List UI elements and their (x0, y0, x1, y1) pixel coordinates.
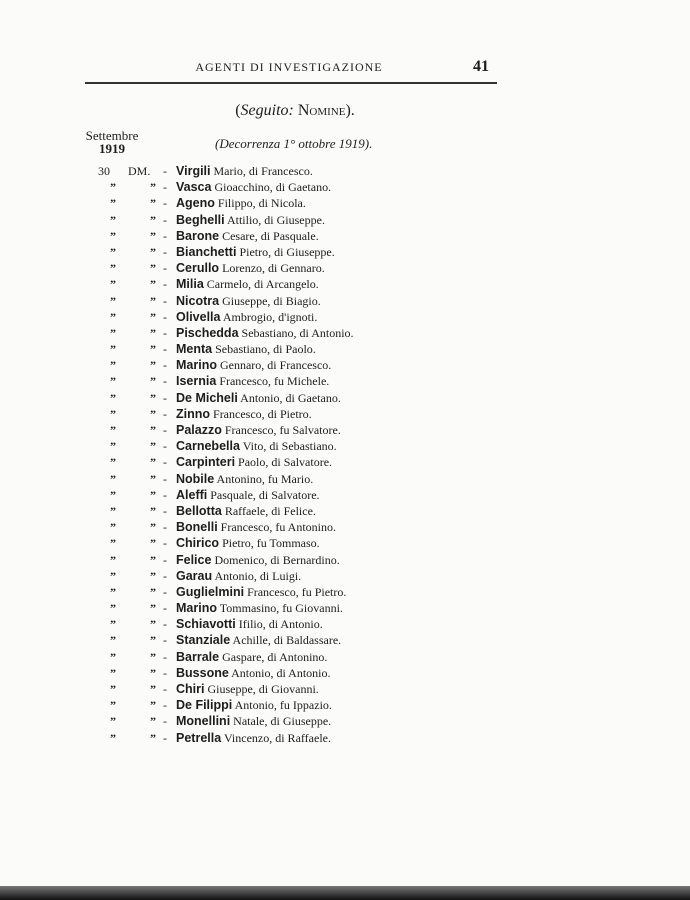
ditto-mark: ” (150, 342, 156, 357)
surname: De Filippi (176, 698, 233, 713)
person-name (176, 649, 327, 665)
ditto-mark: ” (150, 406, 156, 421)
ditto-mark: ” (110, 520, 116, 535)
ditto-mark: ” (110, 374, 116, 389)
given-name-parentage: Antonino, fu Mario. (216, 471, 314, 486)
given-name-parentage: Filippo, di Nicola. (217, 196, 306, 211)
ditto-mark: ” (110, 293, 116, 308)
ditto-mark: ” (150, 228, 156, 243)
given-name-parentage: Ifilio, di Antonio. (238, 617, 323, 632)
dash: - (163, 649, 167, 664)
ditto-mark: ” (150, 212, 156, 227)
list-item (0, 487, 690, 503)
given-name-parentage: Francesco, fu Michele. (219, 374, 330, 389)
dash: - (163, 212, 167, 227)
surname: Schiavotti (176, 617, 236, 632)
ditto-mark: ” (110, 536, 116, 551)
page-number: 41 (473, 58, 489, 75)
dash: - (163, 390, 167, 405)
ditto-mark: ” (110, 196, 116, 211)
person-name (176, 325, 354, 341)
surname: De Micheli (176, 390, 238, 405)
decorrenza-note: (Decorrenza 1° ottobre 1919). (215, 136, 373, 151)
appointments-list (0, 163, 690, 746)
dash: - (163, 423, 167, 437)
list-item (0, 341, 690, 357)
surname: Stanziale (176, 633, 231, 648)
rank-label: DM. (128, 164, 151, 178)
ditto-mark: ” (110, 601, 116, 616)
dash: - (163, 503, 167, 518)
surname: Bellotta (176, 503, 222, 518)
ditto-mark: ” (110, 261, 116, 276)
given-name-parentage: Francesco, fu Salvatore. (224, 423, 341, 437)
list-item (0, 503, 690, 519)
person-name (176, 568, 301, 584)
surname: Monellini (176, 714, 231, 729)
ditto-mark: ” (150, 730, 156, 745)
ditto-mark: ” (110, 714, 116, 729)
ditto-mark: ” (150, 439, 156, 454)
ditto-mark: ” (150, 601, 156, 616)
ditto-mark: ” (110, 455, 116, 470)
given-name-parentage: Cesare, di Pasquale. (222, 228, 319, 243)
person-name (176, 357, 331, 373)
dash: - (163, 568, 167, 583)
dash: - (163, 228, 167, 243)
surname: Bussone (176, 665, 229, 680)
list-item (0, 163, 690, 179)
ditto-mark: ” (110, 682, 116, 696)
surname: Beghelli (176, 212, 225, 227)
ditto-mark: ” (150, 325, 156, 340)
list-item (0, 713, 690, 729)
given-name-parentage: Gioacchino, di Gaetano. (214, 180, 332, 195)
ditto-mark: ” (150, 536, 156, 551)
ditto-mark: ” (110, 439, 116, 454)
person-name (176, 309, 317, 325)
given-name-parentage: Lorenzo, di Gennaro. (222, 261, 325, 276)
given-name-parentage: Sebastiano, di Paolo. (215, 342, 316, 357)
given-name-parentage: Sebastiano, di Antonio. (241, 325, 354, 340)
person-name (176, 487, 320, 503)
surname: Isernia (176, 374, 217, 389)
list-item (0, 681, 690, 697)
ditto-mark: ” (150, 633, 156, 648)
ditto-mark: ” (110, 358, 116, 373)
list-item (0, 373, 690, 389)
person-name (176, 471, 313, 487)
given-name-parentage: Francesco, di Pietro. (213, 406, 312, 421)
dash: - (163, 180, 167, 195)
list-item (0, 212, 690, 228)
ditto-mark: ” (110, 406, 116, 421)
date-column-heading (80, 129, 144, 155)
ditto-mark: ” (110, 730, 116, 745)
ditto-mark: ” (110, 649, 116, 664)
ditto-mark: ” (150, 358, 156, 373)
list-item (0, 390, 690, 406)
ditto-mark: ” (150, 374, 156, 389)
given-name-parentage: Giuseppe, di Giovanni. (207, 682, 319, 696)
list-item (0, 616, 690, 632)
surname: Barone (176, 228, 220, 243)
surname: Chiri (176, 682, 205, 696)
person-name (176, 341, 316, 357)
person-name (176, 535, 320, 551)
dash: - (163, 471, 167, 486)
given-name-parentage: Pietro, fu Tommaso. (222, 536, 320, 551)
given-name-parentage: Gaspare, di Antonino. (222, 649, 328, 664)
given-name-parentage: Natale, di Giuseppe. (233, 714, 332, 729)
ditto-mark: ” (110, 633, 116, 648)
dash: - (163, 536, 167, 551)
person-name (176, 665, 330, 681)
ditto-mark: ” (110, 390, 116, 405)
list-item (0, 244, 690, 260)
given-name-parentage: Antonio, di Antonio. (231, 665, 331, 680)
list-item (0, 422, 690, 438)
surname: Marino (176, 601, 217, 616)
subtitle-smallcaps: Nomine (297, 102, 346, 119)
surname: Bianchetti (176, 244, 237, 259)
surname: Vasca (176, 180, 212, 195)
day-number: 30 (98, 164, 110, 178)
header-rule (85, 82, 497, 84)
list-item (0, 276, 690, 292)
ditto-mark: ” (110, 568, 116, 583)
person-name (176, 293, 321, 309)
surname: Ageno (176, 196, 215, 211)
dash: - (163, 261, 167, 276)
surname: Garau (176, 568, 213, 583)
person-name (176, 276, 319, 292)
surname: Carpinteri (176, 455, 236, 470)
dash: - (163, 309, 167, 324)
surname: Chirico (176, 536, 220, 551)
list-item (0, 454, 690, 470)
person-name (176, 179, 331, 195)
given-name-parentage: Tommasino, fu Giovanni. (219, 601, 343, 616)
dash: - (163, 584, 167, 599)
given-name-parentage: Francesco, fu Antonino. (220, 520, 336, 535)
given-name-parentage: Antonio, fu Ippazio. (234, 698, 332, 713)
person-name (176, 697, 332, 713)
person-name (176, 244, 335, 260)
month-label: Settembre (85, 128, 139, 143)
ditto-mark: ” (150, 568, 156, 583)
surname: Marino (176, 358, 217, 373)
person-name (176, 406, 312, 422)
person-name (176, 519, 336, 535)
given-name-parentage: Carmelo, di Arcangelo. (206, 277, 319, 292)
given-name-parentage: Pasquale, di Salvatore. (210, 487, 320, 502)
surname: Nobile (176, 471, 215, 486)
ditto-mark: ” (150, 261, 156, 276)
ditto-mark: ” (110, 212, 116, 227)
person-name (176, 422, 341, 438)
person-name (176, 373, 329, 389)
person-name (176, 632, 341, 648)
section-subtitle (190, 102, 400, 120)
surname: Zinno (176, 406, 211, 421)
ditto-mark: ” (150, 196, 156, 211)
ditto-mark: ” (150, 309, 156, 324)
list-item (0, 600, 690, 616)
dash: - (163, 439, 167, 454)
surname: Nicotra (176, 293, 220, 308)
given-name-parentage: Raffaele, di Felice. (224, 503, 316, 518)
dash: - (163, 633, 167, 648)
list-item (0, 260, 690, 276)
ditto-mark: ” (150, 277, 156, 292)
dash: - (163, 487, 167, 502)
ditto-mark: ” (110, 503, 116, 518)
given-name-parentage: Paolo, di Salvatore. (238, 455, 333, 470)
surname: Felice (176, 552, 212, 567)
dash: - (163, 665, 167, 680)
list-item (0, 535, 690, 551)
person-name (176, 163, 313, 179)
ditto-mark: ” (110, 180, 116, 195)
dash: - (163, 601, 167, 616)
person-name (176, 454, 332, 470)
ditto-mark: ” (110, 244, 116, 259)
ditto-mark: ” (110, 325, 116, 340)
surname: Bonelli (176, 520, 218, 535)
dash: - (163, 552, 167, 567)
person-name (176, 713, 331, 729)
subtitle-close: ). (345, 102, 355, 119)
ditto-mark: ” (150, 244, 156, 259)
dash: - (163, 244, 167, 259)
list-item (0, 325, 690, 341)
list-item (0, 309, 690, 325)
dash: - (163, 325, 167, 340)
surname: Palazzo (176, 423, 222, 437)
given-name-parentage: Vincenzo, di Raffaele. (223, 730, 331, 745)
surname: Cerullo (176, 261, 220, 276)
ditto-mark: ” (150, 487, 156, 502)
list-item (0, 438, 690, 454)
person-name (176, 195, 306, 211)
list-item (0, 568, 690, 584)
given-name-parentage: Antonio, di Gaetano. (240, 390, 341, 405)
ditto-mark: ” (110, 698, 116, 713)
list-item (0, 471, 690, 487)
list-item (0, 357, 690, 373)
given-name-parentage: Domenico, di Bernardino. (214, 552, 340, 567)
dash: - (163, 196, 167, 211)
ditto-mark: ” (150, 520, 156, 535)
dash: - (163, 358, 167, 373)
given-name-parentage: Ambrogio, d'ignoti. (222, 309, 318, 324)
given-name-parentage: Mario, di Francesco. (213, 164, 313, 178)
person-name (176, 228, 319, 244)
ditto-mark: ” (150, 423, 156, 437)
ditto-mark: ” (150, 682, 156, 696)
person-name (176, 616, 323, 632)
dash: - (163, 714, 167, 729)
dash: - (163, 406, 167, 421)
ditto-mark: ” (110, 228, 116, 243)
ditto-mark: ” (110, 471, 116, 486)
ditto-mark: ” (150, 665, 156, 680)
running-header (85, 58, 497, 76)
dash: - (163, 277, 167, 292)
dash: - (163, 698, 167, 713)
person-name (176, 503, 316, 519)
dash: - (163, 164, 167, 178)
given-name-parentage: Antonio, di Luigi. (214, 568, 302, 583)
given-name-parentage: Pietro, di Giuseppe. (239, 244, 335, 259)
dash: - (163, 293, 167, 308)
ditto-mark: ” (150, 617, 156, 632)
ditto-mark: ” (150, 584, 156, 599)
person-name (176, 600, 343, 616)
ditto-mark: ” (110, 584, 116, 599)
given-name-parentage: Attilio, di Giuseppe. (226, 212, 325, 227)
subtitle-open: ( (235, 102, 241, 119)
person-name (176, 584, 346, 600)
given-name-parentage: Gennaro, di Francesco. (219, 358, 332, 373)
list-item (0, 552, 690, 568)
person-name (176, 390, 341, 406)
dash: - (163, 617, 167, 632)
ditto-mark: ” (110, 277, 116, 292)
given-name-parentage: Giuseppe, di Biagio. (222, 293, 321, 308)
surname: Pischedda (176, 325, 239, 340)
ditto-mark: ” (110, 617, 116, 632)
surname: Aleffi (176, 487, 208, 502)
surname: Carnebella (176, 439, 240, 454)
surname: Milia (176, 277, 204, 292)
person-name (176, 552, 340, 568)
given-name-parentage: Vito, di Sebastiano. (242, 439, 337, 454)
surname: Menta (176, 342, 213, 357)
ditto-mark: ” (150, 698, 156, 713)
list-item (0, 649, 690, 665)
ditto-mark: ” (150, 503, 156, 518)
person-name (176, 730, 331, 746)
list-item (0, 665, 690, 681)
ditto-mark: ” (110, 665, 116, 680)
surname: Petrella (176, 730, 222, 745)
person-name (176, 212, 325, 228)
person-name (176, 681, 319, 697)
person-name (176, 438, 337, 454)
surname: Barrale (176, 649, 220, 664)
list-item (0, 195, 690, 211)
list-item (0, 406, 690, 422)
list-item (0, 293, 690, 309)
ditto-mark: ” (150, 180, 156, 195)
given-name-parentage: Achille, di Baldassare. (232, 633, 342, 648)
list-item (0, 228, 690, 244)
list-item (0, 632, 690, 648)
ditto-mark: ” (150, 293, 156, 308)
dash: - (163, 342, 167, 357)
dash: - (163, 730, 167, 745)
person-name (176, 260, 325, 276)
running-header-title: AGENTI DI INVESTIGAZIONE (195, 60, 383, 74)
ditto-mark: ” (150, 649, 156, 664)
scan-edge (0, 886, 690, 900)
ditto-mark: ” (150, 471, 156, 486)
dash: - (163, 682, 167, 696)
surname: Olivella (176, 309, 221, 324)
ditto-mark: ” (110, 309, 116, 324)
surname: Guglielmini (176, 584, 245, 599)
list-item (0, 697, 690, 713)
ditto-mark: ” (150, 714, 156, 729)
year-label: 1919 (99, 141, 125, 156)
ditto-mark: ” (150, 455, 156, 470)
ditto-mark: ” (110, 487, 116, 502)
dash: - (163, 374, 167, 389)
list-item (0, 179, 690, 195)
ditto-mark: ” (150, 552, 156, 567)
list-item (0, 584, 690, 600)
ditto-mark: ” (150, 390, 156, 405)
list-item (0, 519, 690, 535)
ditto-mark: ” (110, 552, 116, 567)
dash: - (163, 455, 167, 470)
ditto-mark: ” (110, 342, 116, 357)
given-name-parentage: Francesco, fu Pietro. (247, 584, 347, 599)
ditto-mark: ” (110, 423, 116, 437)
list-item (0, 730, 690, 746)
subtitle-italic: Seguito: (240, 102, 294, 119)
surname: Virgili (176, 164, 211, 178)
dash: - (163, 520, 167, 535)
